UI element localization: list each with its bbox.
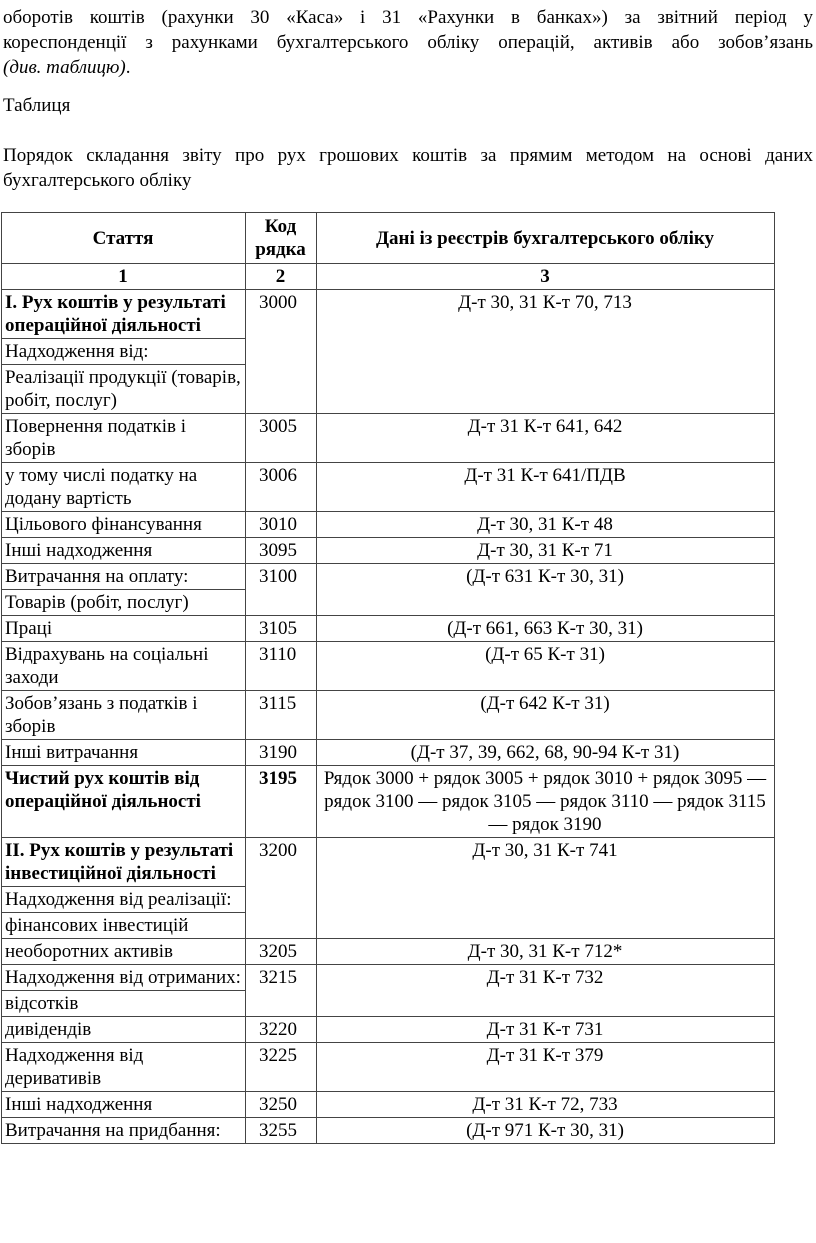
article-cell: Реалізації продукції (товарів, робіт, послуг) [2,365,246,414]
table-row [2,1118,775,1144]
article-cell: Цільового фінансування [2,512,246,538]
data-cell: (Д-т 971 К-т 30, 31) [317,1118,775,1144]
column-number: 1 [2,264,246,290]
cash-flow-table [1,212,775,1144]
data-cell: Д-т 31 К-т 641/ПДВ [317,463,775,512]
code-cell: 3225 [246,1043,317,1092]
intro-end: . [125,57,131,78]
article-cell: Чистий рух коштів від операційної діяльності [2,766,246,838]
code-cell: 3200 [246,838,317,939]
header-article: Стаття [2,213,246,264]
data-cell: (Д-т 642 К-т 31) [317,691,775,740]
code-cell: 3000 [246,290,317,414]
article-cell: Витрачання на придбання: [2,1118,246,1144]
article-cell: ІІ. Рух коштів у результаті інвестиційної діяльності [2,838,246,887]
article-cell: Повернення податків і зборів [2,414,246,463]
code-cell: 3110 [246,642,317,691]
table-row [2,691,775,740]
intro-line-2: кореспонденції з рахунками бухгалтерського обліку операцій, активів або зобов’язань [3,32,813,53]
code-cell: 3195 [246,766,317,838]
code-cell: 3105 [246,616,317,642]
table-row [2,1043,775,1092]
code-cell: 3215 [246,965,317,1017]
data-cell: Д-т 31 К-т 731 [317,1017,775,1043]
code-cell: 3006 [246,463,317,512]
article-cell: Праці [2,616,246,642]
data-cell: Д-т 30, 31 К-т 70, 713 [317,290,775,414]
article-cell: Надходження від реалізації: [2,887,246,913]
article-cell: Надходження від: [2,339,246,365]
column-number: 2 [246,264,317,290]
article-cell: відсотків [2,991,246,1017]
data-cell: Д-т 31 К-т 379 [317,1043,775,1092]
article-cell: Інші надходження [2,538,246,564]
table-row [2,642,775,691]
article-cell: Товарів (робіт, послуг) [2,590,246,616]
header-code: Код рядка [246,213,317,264]
data-cell: Д-т 31 К-т 641, 642 [317,414,775,463]
column-number: 3 [317,264,775,290]
table-row [2,616,775,642]
code-cell: 3250 [246,1092,317,1118]
code-cell: 3115 [246,691,317,740]
data-cell: (Д-т 65 К-т 31) [317,642,775,691]
table-row [2,290,775,339]
data-cell: Д-т 30, 31 К-т 741 [317,838,775,939]
table-row [2,538,775,564]
data-cell: Д-т 30, 31 К-т 712* [317,939,775,965]
table-row [2,463,775,512]
table-row [2,838,775,887]
data-cell: Д-т 30, 31 К-т 71 [317,538,775,564]
column-number-row [2,264,775,290]
article-cell: Надходження від деривативів [2,1043,246,1092]
table-row [2,766,775,838]
article-cell: Інші витрачання [2,740,246,766]
code-cell: 3190 [246,740,317,766]
article-cell: І. Рух коштів у результаті операційної діяльності [2,290,246,339]
article-cell: Витрачання на оплату: [2,564,246,590]
data-cell: (Д-т 631 К-т 30, 31) [317,564,775,616]
table-row [2,564,775,590]
data-cell: Д-т 30, 31 К-т 48 [317,512,775,538]
table-row [2,512,775,538]
table-row [2,1092,775,1118]
article-cell: Зобов’язань з податків і зборів [2,691,246,740]
article-cell: Надходження від отриманих: [2,965,246,991]
table-row [2,740,775,766]
table-caption: Порядок складання звіту про рух грошових коштів за прямим методом на основі даних бухгалтерського обліку [3,145,813,191]
intro-line-1: оборотів коштів (рахунки 30 «Каса» і 31 «Рахунки в банках») за звітний період у [3,7,813,28]
table-reference: (див. таблицю) [3,57,126,78]
article-cell: необоротних активів [2,939,246,965]
table-row [2,965,775,991]
code-cell: 3205 [246,939,317,965]
data-cell: Д-т 31 К-т 72, 733 [317,1092,775,1118]
article-cell: Інші надходження [2,1092,246,1118]
table-label: Таблиця [3,95,71,116]
data-cell: (Д-т 37, 39, 662, 68, 90-94 К-т 31) [317,740,775,766]
article-cell: дивідендів [2,1017,246,1043]
table-row [2,414,775,463]
code-cell: 3220 [246,1017,317,1043]
data-cell: (Д-т 661, 663 К-т 30, 31) [317,616,775,642]
code-cell: 3010 [246,512,317,538]
table-row [2,939,775,965]
header-data: Дані із реєстрів бухгалтерського обліку [317,213,775,264]
table-header-row [2,213,775,264]
code-cell: 3100 [246,564,317,616]
article-cell: фінансових інвестицій [2,913,246,939]
code-cell: 3095 [246,538,317,564]
data-cell: Рядок 3000 + рядок 3005 + рядок 3010 + рядок 3095 — рядок 3100 — рядок 3105 — рядок 3110 — рядок 3115 — рядок 3190 [317,766,775,838]
intro-paragraph [3,5,813,80]
table-row [2,1017,775,1043]
article-cell: у тому числі податку на додану вартість [2,463,246,512]
code-cell: 3005 [246,414,317,463]
article-cell: Відрахувань на соціальні заходи [2,642,246,691]
code-cell: 3255 [246,1118,317,1144]
data-cell: Д-т 31 К-т 732 [317,965,775,1017]
